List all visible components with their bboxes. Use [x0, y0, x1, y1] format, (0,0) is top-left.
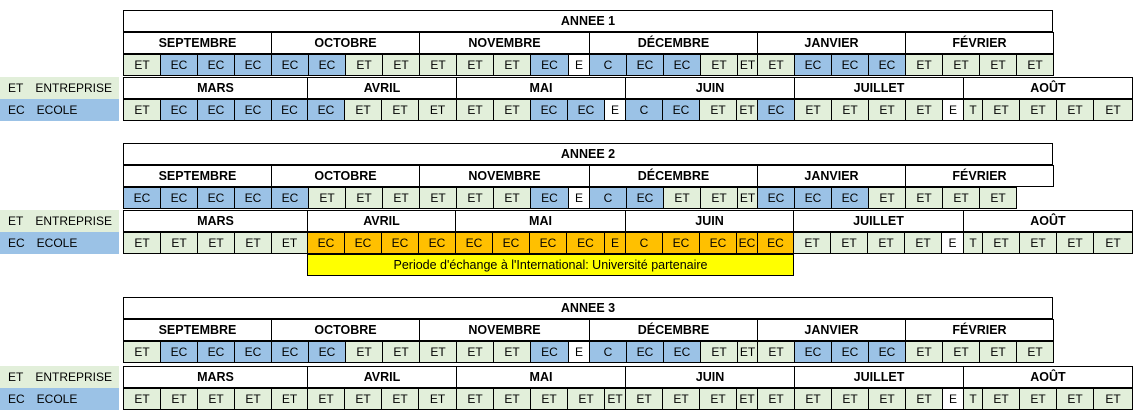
schedule-cell: ET [942, 341, 980, 363]
schedule-cell: EC [663, 54, 701, 76]
schedule-cell: EC [662, 99, 700, 121]
schedule-cell: EC [271, 54, 309, 76]
legend-ecole-code: EC [8, 236, 25, 250]
schedule-cell: ET [1016, 341, 1054, 363]
month-header: JUIN [625, 366, 795, 388]
schedule-cell: ET [271, 232, 308, 254]
month-header: JANVIER [757, 319, 906, 341]
schedule-cell: ET [831, 388, 869, 410]
schedule-cell: EC [794, 341, 832, 363]
schedule-cell: ET [382, 187, 420, 209]
schedule-cell: ET [737, 341, 758, 363]
legend-entreprise-label: ENTREPRISE [35, 370, 113, 384]
schedule-cell: T [963, 232, 983, 254]
schedule-cell: EC [699, 232, 737, 254]
schedule-cell: ET [456, 54, 494, 76]
schedule-cell: ET [456, 341, 494, 363]
schedule-cell: ET [905, 187, 943, 209]
schedule-cell: ET [345, 187, 383, 209]
schedule-cell: EC [831, 54, 869, 76]
legend-entreprise-label: ENTREPRISE [35, 214, 113, 228]
schedule-cell: EC [626, 187, 664, 209]
schedule-cell: ET [700, 54, 738, 76]
schedule-cell: E [604, 99, 626, 121]
schedule-cell: ET [942, 187, 980, 209]
schedule-cell: EC [529, 232, 567, 254]
month-header: JANVIER [757, 165, 906, 187]
schedule-cell: ET [419, 54, 457, 76]
schedule-cell: ET [382, 54, 420, 76]
schedule-cell: EC [530, 341, 569, 363]
month-header: JANVIER [757, 32, 906, 54]
schedule-cell: ET [344, 99, 382, 121]
schedule-cell: ET [905, 341, 943, 363]
schedule-cell: EC [868, 54, 906, 76]
schedule-cell: EC [344, 232, 382, 254]
schedule-cell: ET [700, 187, 738, 209]
month-header: MAI [456, 77, 626, 99]
schedule-cell: E [568, 54, 590, 76]
schedule-cell: EC [234, 99, 272, 121]
schedule-cell: ET [493, 187, 531, 209]
schedule-cell: ET [979, 187, 1017, 209]
schedule-cell: ET [419, 187, 457, 209]
schedule-cell: ET [530, 388, 568, 410]
month-header: FÉVRIER [905, 165, 1054, 187]
schedule-cell: EC [566, 232, 605, 254]
schedule-cell: EC [736, 232, 758, 254]
schedule-cell: EC [160, 341, 198, 363]
schedule-cell: ET [982, 232, 1020, 254]
schedule-cell: EC [868, 341, 906, 363]
schedule-cell: ET [699, 99, 737, 121]
schedule-cell: EC [663, 341, 701, 363]
month-header: AOÛT [963, 210, 1133, 232]
month-header: SEPTEMBRE [123, 165, 272, 187]
schedule-cell: ET [271, 388, 308, 410]
month-header: SEPTEMBRE [123, 319, 272, 341]
schedule-cell: ET [160, 232, 198, 254]
schedule-cell: ET [493, 341, 531, 363]
schedule-cell: ET [868, 99, 906, 121]
schedule-cell: EC [831, 187, 869, 209]
schedule-cell: E [942, 99, 964, 121]
schedule-cell: ET [905, 388, 943, 410]
schedule-cell: EC [234, 54, 272, 76]
schedule-cell: ET [307, 388, 345, 410]
schedule-cell: ET [382, 341, 420, 363]
schedule-cell: EC [418, 232, 456, 254]
schedule-cell: ET [942, 54, 980, 76]
schedule-cell: T [963, 388, 983, 410]
schedule-cell: ET [700, 341, 738, 363]
month-header: SEPTEMBRE [123, 32, 272, 54]
schedule-cell: EC [626, 341, 664, 363]
schedule-cell: ET [493, 388, 531, 410]
schedule-cell: EC [234, 341, 272, 363]
schedule-cell: EC [757, 99, 795, 121]
schedule-cell: EC [626, 54, 664, 76]
schedule-cell: EC [308, 341, 346, 363]
legend-entreprise-label: ENTREPRISE [35, 81, 113, 95]
schedule-cell: E [942, 388, 964, 410]
schedule-cell: EC [160, 99, 198, 121]
schedule-cell: ET [1056, 232, 1094, 254]
month-header: DÉCEMBRE [589, 319, 758, 341]
schedule-cell: ET [123, 232, 161, 254]
schedule-cell: ET [123, 99, 161, 121]
schedule-cell: EC [307, 99, 345, 121]
schedule-cell: ET [345, 341, 383, 363]
schedule-cell: ET [123, 54, 161, 76]
month-header: AVRIL [307, 366, 457, 388]
schedule-cell: ET [904, 232, 942, 254]
month-header: NOVEMBRE [419, 32, 590, 54]
month-header: JUIN [625, 77, 795, 99]
schedule-cell: EC [794, 54, 832, 76]
schedule-cell: EC [794, 187, 832, 209]
year-title: ANNEE 1 [123, 10, 1053, 32]
schedule-cell: C [589, 54, 627, 76]
legend-ecole-label: ECOLE [36, 392, 78, 406]
month-header: MARS [123, 210, 308, 232]
schedule-cell: ET [757, 54, 795, 76]
schedule-cell: ET [1019, 388, 1057, 410]
schedule-cell: ET [625, 388, 663, 410]
month-header: AOÛT [963, 77, 1133, 99]
schedule-cell: ET [831, 99, 869, 121]
month-header: AVRIL [307, 210, 456, 232]
schedule-cell: ET [419, 341, 457, 363]
year-title: ANNEE 3 [123, 297, 1053, 319]
schedule-cell: ET [567, 388, 605, 410]
schedule-cell: ET [1016, 54, 1054, 76]
schedule-cell: ET [493, 99, 531, 121]
schedule-cell: ET [345, 54, 383, 76]
month-header: DÉCEMBRE [589, 165, 758, 187]
schedule-cell: ET [794, 388, 832, 410]
schedule-cell: EC [381, 232, 419, 254]
month-header: MAI [455, 210, 626, 232]
schedule-cell: EC [757, 232, 794, 254]
schedule-cell: ET [1019, 232, 1057, 254]
schedule-cell: ET [757, 388, 795, 410]
schedule-cell: ET [381, 99, 419, 121]
schedule-cell: ET [736, 99, 758, 121]
schedule-cell: EC [271, 187, 309, 209]
schedule-cell: ET [493, 54, 531, 76]
legend-entreprise [0, 210, 119, 232]
month-header: AOÛT [963, 366, 1133, 388]
month-header: OCTOBRE [271, 32, 420, 54]
schedule-cell: EC [831, 341, 869, 363]
schedule-cell: EC [197, 187, 235, 209]
schedule-cell: ET [1056, 99, 1094, 121]
schedule-cell: ET [982, 99, 1020, 121]
schedule-cell: ET [736, 388, 758, 410]
schedule-cell: ET [1093, 388, 1133, 410]
schedule-cell: C [589, 187, 627, 209]
schedule-cell: ET [197, 232, 235, 254]
month-header: OCTOBRE [271, 319, 420, 341]
month-header: AVRIL [307, 77, 457, 99]
schedule-cell: EC [567, 99, 605, 121]
schedule-cell: E [604, 232, 626, 254]
schedule-cell: C [625, 99, 663, 121]
month-header: MARS [123, 366, 308, 388]
schedule-cell: EC [271, 99, 308, 121]
schedule-cell: ET [456, 388, 494, 410]
schedule-cell: ET [699, 388, 737, 410]
schedule-cell: ET [905, 54, 943, 76]
legend-ecole-code: EC [8, 103, 25, 117]
schedule-cell: ET [418, 388, 457, 410]
schedule-cell: ET [868, 187, 906, 209]
schedule-cell: T [963, 99, 983, 121]
month-header: DÉCEMBRE [589, 32, 758, 54]
schedule-cell: EC [455, 232, 493, 254]
legend-entreprise-code: ET [8, 214, 24, 228]
month-header: FÉVRIER [905, 319, 1054, 341]
month-header: OCTOBRE [271, 165, 420, 187]
schedule-cell: ET [123, 341, 161, 363]
schedule-cell: EC [757, 187, 795, 209]
legend-entreprise [0, 366, 119, 388]
schedule-cell: EC [271, 341, 309, 363]
schedule-cell: ET [456, 99, 494, 121]
schedule-cell: EC [530, 187, 569, 209]
schedule-cell: E [568, 341, 590, 363]
month-header: JUILLET [794, 366, 964, 388]
schedule-cell: EC [308, 54, 346, 76]
schedule-cell: ET [1093, 232, 1133, 254]
schedule-cell: ET [794, 99, 832, 121]
schedule-cell: ET [737, 187, 758, 209]
schedule-cell: EC [530, 99, 568, 121]
schedule-cell: ET [234, 388, 272, 410]
schedule-cell: EC [160, 54, 198, 76]
month-header: MAI [456, 366, 626, 388]
schedule-cell: EC [197, 341, 235, 363]
schedule-cell: ET [418, 99, 457, 121]
schedule-cell: ET [982, 388, 1020, 410]
schedule-cell: EC [662, 232, 700, 254]
schedule-cell: ET [979, 54, 1017, 76]
legend-entreprise-code: ET [8, 370, 24, 384]
schedule-cell: ET [793, 232, 831, 254]
schedule-cell: ET [123, 388, 161, 410]
schedule-cell: ET [1056, 388, 1094, 410]
schedule-cell: E [568, 187, 590, 209]
legend-ecole [0, 232, 119, 254]
schedule-cell: C [625, 232, 663, 254]
schedule-cell: ET [344, 388, 382, 410]
schedule-cell: ET [234, 232, 272, 254]
schedule-cell: ET [757, 341, 795, 363]
schedule-cell: ET [905, 99, 943, 121]
month-header: NOVEMBRE [419, 165, 590, 187]
schedule-cell: EC [530, 54, 569, 76]
schedule-cell: EC [197, 54, 235, 76]
schedule-cell: ET [663, 187, 701, 209]
schedule-cell: ET [160, 388, 198, 410]
schedule-cell: ET [308, 187, 346, 209]
schedule-cell: EC [123, 187, 161, 209]
month-header: JUILLET [794, 77, 964, 99]
schedule-cell: ET [1093, 99, 1133, 121]
legend-ecole [0, 388, 119, 410]
international-exchange-note: Periode d'échange à l'International: Université partenaire [307, 254, 794, 276]
schedule-cell: ET [737, 54, 758, 76]
schedule-cell: ET [381, 388, 419, 410]
schedule-cell: EC [234, 187, 272, 209]
legend-ecole-label: ECOLE [36, 103, 78, 117]
schedule-cell: ET [604, 388, 626, 410]
schedule-cell: ET [1019, 99, 1057, 121]
month-header: FÉVRIER [905, 32, 1054, 54]
schedule-cell: EC [197, 99, 235, 121]
schedule-cell: EC [160, 187, 198, 209]
schedule-cell: ET [197, 388, 235, 410]
schedule-cell: ET [868, 388, 906, 410]
schedule-cell: E [941, 232, 964, 254]
schedule-cell: ET [867, 232, 905, 254]
schedule-cell: ET [830, 232, 868, 254]
legend-ecole [0, 99, 119, 121]
schedule-cell: ET [456, 187, 494, 209]
legend-entreprise [0, 77, 119, 99]
month-header: NOVEMBRE [419, 319, 590, 341]
schedule-cell: ET [662, 388, 700, 410]
schedule-cell: EC [307, 232, 345, 254]
schedule-cell: C [589, 341, 627, 363]
year-title: ANNEE 2 [123, 143, 1053, 165]
schedule-cell: EC [492, 232, 530, 254]
schedule-cell: ET [979, 341, 1017, 363]
month-header: JUIN [625, 210, 794, 232]
legend-ecole-label: ECOLE [36, 236, 78, 250]
legend-entreprise-code: ET [8, 81, 24, 95]
month-header: MARS [123, 77, 308, 99]
month-header: JUILLET [793, 210, 964, 232]
legend-ecole-code: EC [8, 392, 25, 406]
